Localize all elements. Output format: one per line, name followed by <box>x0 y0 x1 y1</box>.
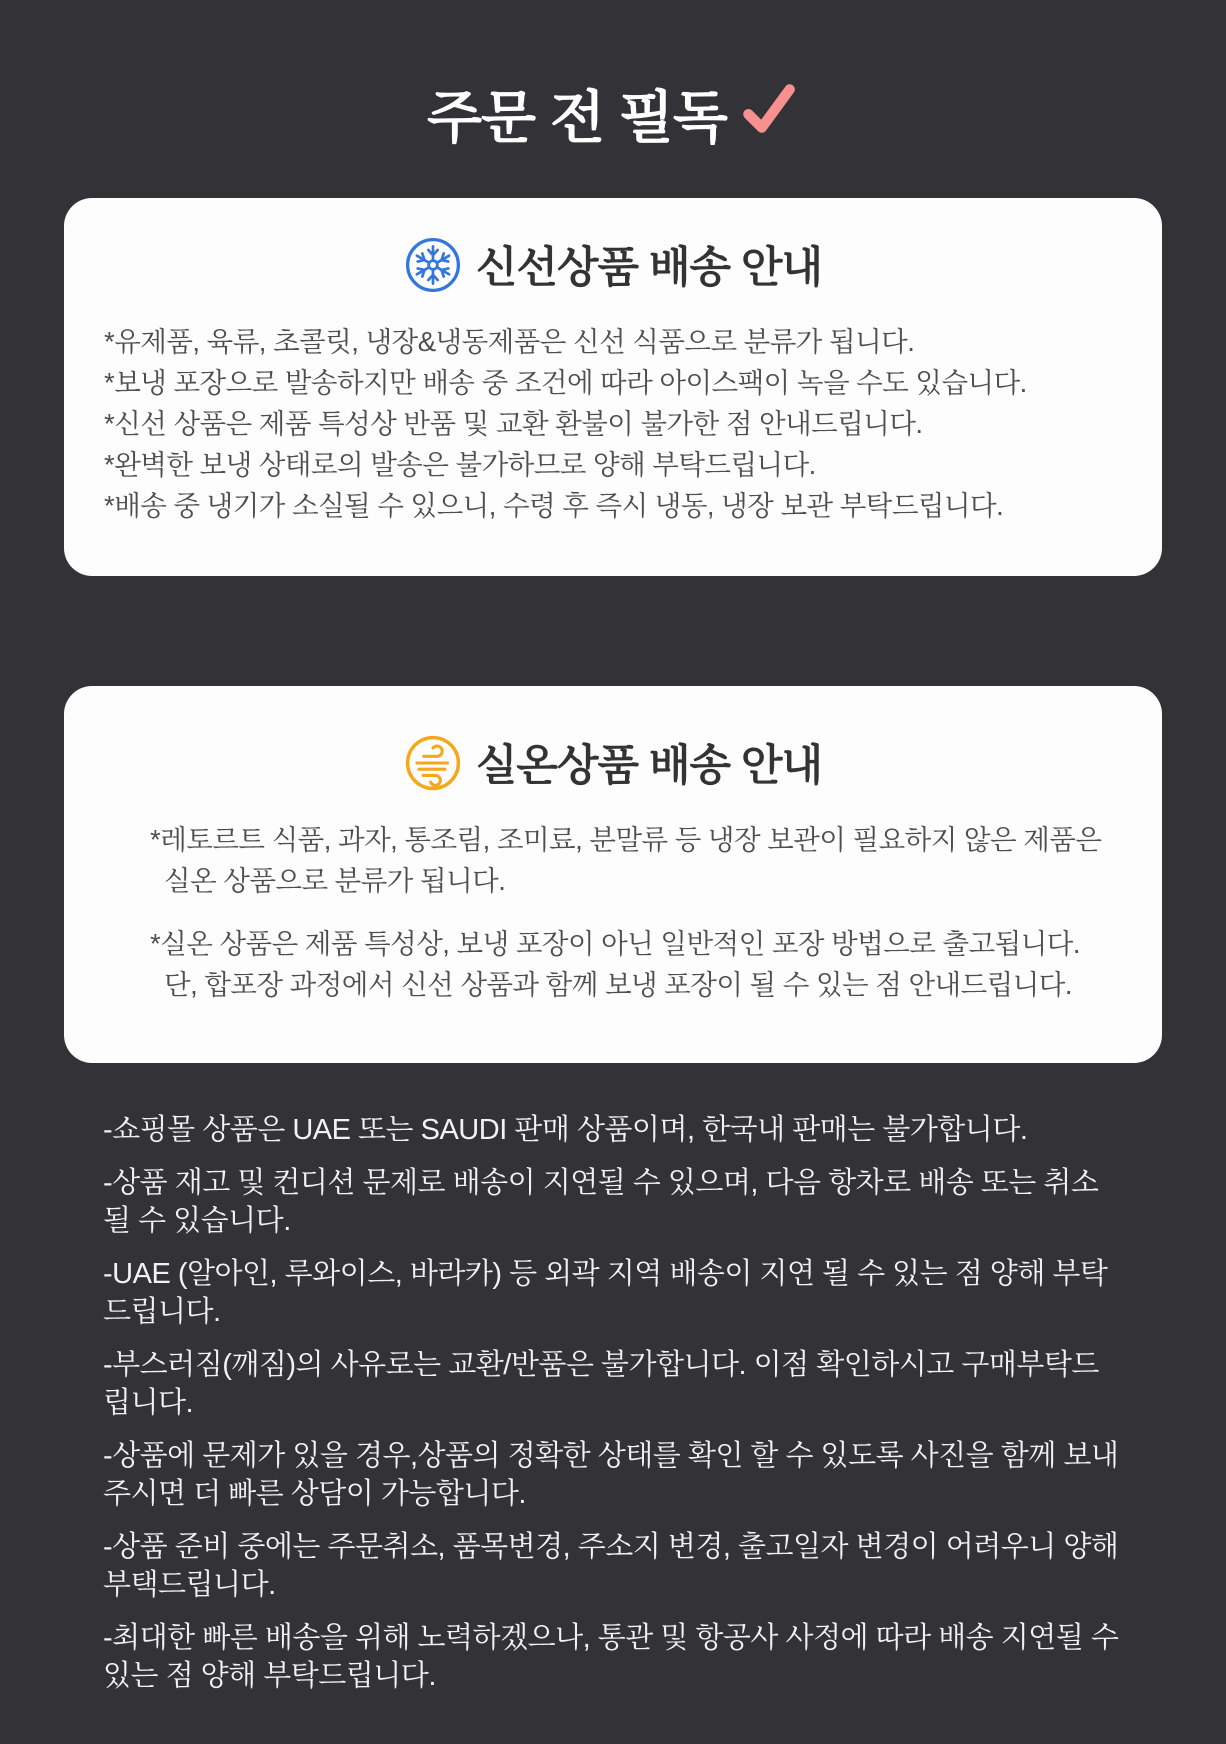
footer-note: -UAE (알아인, 루와이스, 바라카) 등 외곽 지역 배송이 지연 될 수 있는 점 양해 부탁드립니다. <box>103 1258 1108 1328</box>
footer-note: -상품 재고 및 컨디션 문제로 배송이 지연될 수 있으며, 다음 항차로 배송 또는 취소될 수 있습니다. <box>103 1167 1099 1237</box>
footer-note: -최대한 빠른 배송을 위해 노력하겠으나, 통관 및 항공사 사정에 따라 배송 지연될 수 있는 점 양해 부탁드립니다. <box>103 1622 1119 1692</box>
page-title: 주문 전 필독 <box>427 86 727 150</box>
wind-icon <box>404 734 462 792</box>
footer-note: -상품에 문제가 있을 경우,상품의 정확한 상태를 확인 할 수 있도록 사진을 함께 보내주시면 더 빠른 상담이 가능합니다. <box>103 1440 1119 1510</box>
page-header <box>0 0 1226 154</box>
fresh-product-card <box>64 198 1162 576</box>
room-temp-card-header <box>120 732 1106 793</box>
fresh-item: *완벽한 보냉 상태로의 발송은 불가하므로 양해 부탁드립니다. <box>104 449 816 480</box>
footer-notes <box>103 1111 1125 1695</box>
footer-note: -부스러짐(깨짐)의 사유로는 교환/반품은 불가합니다. 이점 확인하시고 구매부탁드립니다. <box>103 1349 1099 1419</box>
fresh-item: *신선 상품은 제품 특성상 반품 및 교환 환불이 불가한 점 안내드립니다. <box>104 408 923 439</box>
room-temp-item: *실온 상품은 제품 특성상, 보냉 포장이 아닌 일반적인 포장 방법으로 출고됩니다. 단, 합포장 과정에서 신선 상품과 함께 보냉 포장이 될 수 있는 점 안내드립니다. <box>150 928 1080 1000</box>
checkmark-icon <box>737 86 799 140</box>
room-temp-product-card <box>64 686 1162 1063</box>
room-temp-card-list <box>120 819 1106 1005</box>
snowflake-icon <box>404 236 462 294</box>
fresh-card-title: 신선상품 배송 안내 <box>475 244 823 292</box>
fresh-card-list <box>104 321 1122 526</box>
fresh-item: *보냉 포장으로 발송하지만 배송 중 조건에 따라 아이스팩이 녹을 수도 있습니다. <box>104 367 1027 398</box>
room-temp-card-title: 실온상품 배송 안내 <box>475 742 823 790</box>
fresh-item: *유제품, 육류, 초콜릿, 냉장&냉동제품은 신선 식품으로 분류가 됩니다. <box>104 326 915 357</box>
footer-note: -쇼핑몰 상품은 UAE 또는 SAUDI 판매 상품이며, 한국내 판매는 불가합니다. <box>103 1114 1028 1146</box>
room-temp-item: *레토르트 식품, 과자, 통조림, 조미료, 분말류 등 냉장 보관이 필요하지 않은 제품은 실온 상품으로 분류가 됩니다. <box>150 824 1102 896</box>
fresh-card-header <box>104 234 1122 295</box>
footer-note: -상품 준비 중에는 주문취소, 품목변경, 주소지 변경, 출고일자 변경이 어려우니 양해 부택드립니다. <box>103 1531 1119 1601</box>
fresh-item: *배송 중 냉기가 소실될 수 있으니, 수령 후 즉시 냉동, 냉장 보관 부탁드립니다. <box>104 490 1004 521</box>
